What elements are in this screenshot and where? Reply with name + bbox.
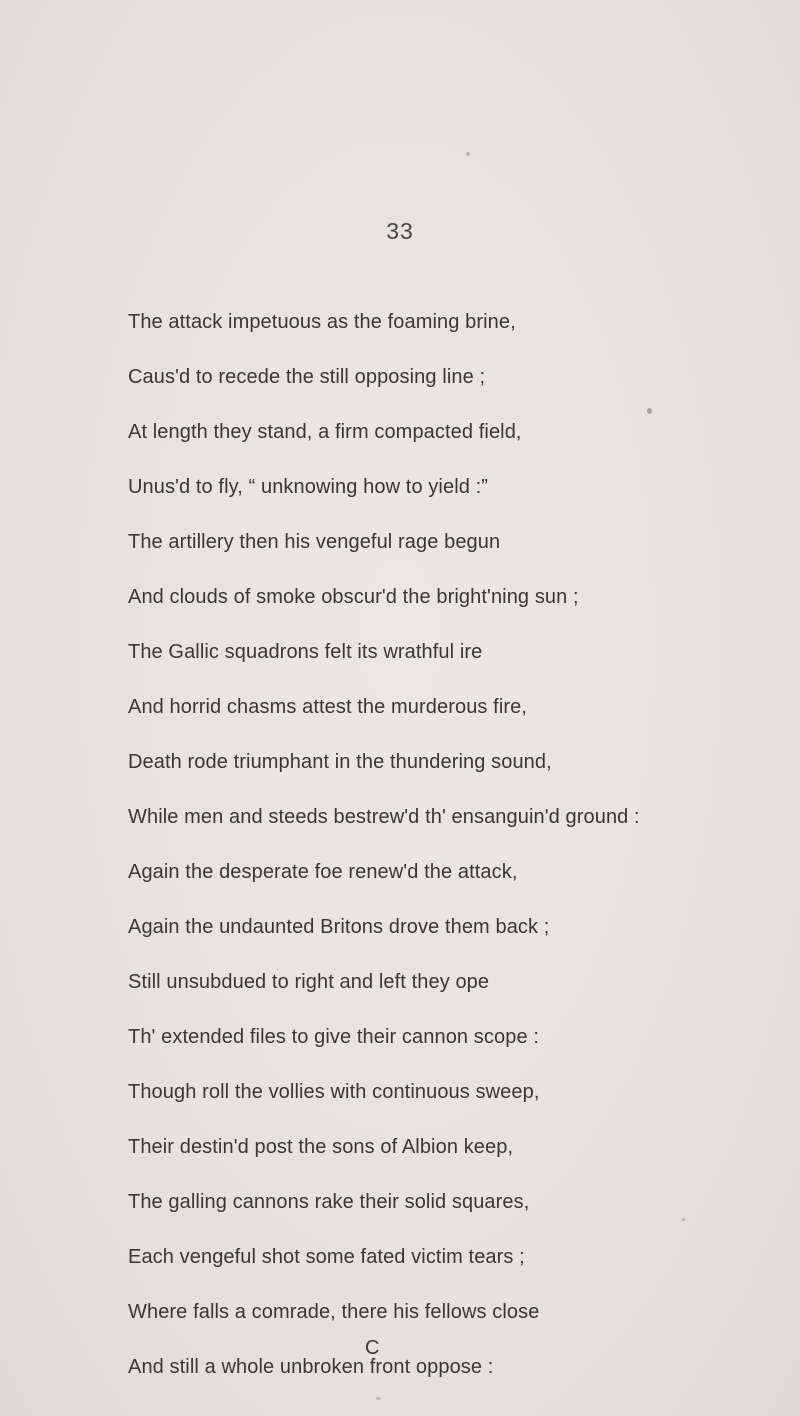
poem-line: Where falls a comrade, there his fellows close (128, 1301, 540, 1323)
poem-line: The artillery then his vengeful rage begun (128, 531, 501, 553)
poem-text (128, 310, 780, 1410)
poem-line: And still a whole unbroken front oppose : (128, 1356, 494, 1378)
poem-line: At length they stand, a firm compacted field, (128, 421, 522, 443)
poem-line: Th' extended files to give their cannon scope : (128, 1026, 539, 1048)
poem-line: The Gallic squadrons felt its wrathful ire (128, 641, 483, 663)
poem-line: Death rode triumphant in the thundering sound, (128, 751, 552, 773)
poem-line: Caus'd to recede the still opposing line ; (128, 366, 486, 388)
poem-line: Again the undaunted Britons drove them back ; (128, 916, 550, 938)
poem-line: Unus'd to fly, “ unknowing how to yield :” (128, 476, 489, 498)
poem-line: Their destin'd post the sons of Albion keep, (128, 1136, 514, 1158)
poem-line: Each vengeful shot some fated victim tears ; (128, 1246, 525, 1268)
page-number: 33 (386, 218, 414, 244)
poem-line: And clouds of smoke obscur'd the bright'ning sun ; (128, 586, 579, 608)
poem-line: Still unsubdued to right and left they ope (128, 971, 490, 993)
poem-line: Again the desperate foe renew'd the attack, (128, 861, 518, 883)
poem-line: And horrid chasms attest the murderous fire, (128, 696, 528, 718)
poem-line: Though roll the vollies with continuous sweep, (128, 1081, 540, 1103)
poem-line: The galling cannons rake their solid squares, (128, 1191, 530, 1213)
signature-mark: C (365, 1337, 380, 1359)
poem-line: While men and steeds bestrew'd th' ensanguin'd ground : (128, 806, 640, 828)
paper-speck (466, 152, 470, 156)
poem-line: The attack impetuous as the foaming brine, (128, 311, 516, 333)
